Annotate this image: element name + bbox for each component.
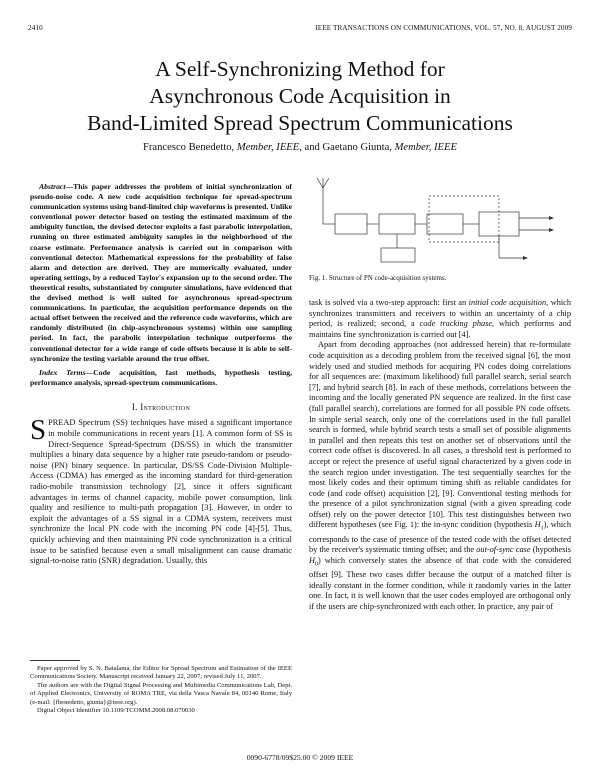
- right-p2-text-b: ), which corresponds to the case of presence of the tested code with the offset detected by the receiver's systematic timing offset; and the: [309, 520, 571, 555]
- abstract: [30, 182, 292, 364]
- acquisition-dashed-box: [429, 196, 499, 242]
- author-and: and: [304, 142, 320, 153]
- journal-header: IEEE TRANSACTIONS ON COMMUNICATIONS, VOL. 57, NO. 8, AUGUST 2009: [315, 24, 572, 32]
- footnotes: [30, 660, 292, 715]
- right-column: [309, 298, 571, 613]
- intro-text: Spectrum (SS) techniques have mised a significant importance in mobile communications in recent years [1]. A common form of SS is Direct-Sequence Spread-Spectrum (DS/SS) in which the transmitter multiplies a binary data sequence by a higher rate pseudo-random or pseudo-noise (PN) binary sequence. In particular, DS/SS Code-Division Multiple-Access (CDMA) has emerged as the incoming standard for third-generation radio-mobile transmission technology [2], since it offers significant advantages in terms of channel capacity, mobile power consumption, link quality and resilience to multi-path propagation [3]. However, in order to exploit the advantages of a SS signal in a CDMA system, receivers must synchronize the local PN code with the incoming PN code [4]-[5]. Thus, quickly achieving and then maintaining PN code synchronization is a critical issue to be satisfied because even a small misalignment can cause dramatic signal-to-noise ratio (SNR) degradation. Usually, this: [30, 418, 292, 566]
- correlator-block: [379, 214, 415, 234]
- index-terms: [30, 368, 292, 388]
- drop-cap: S: [30, 414, 47, 447]
- section-heading: [30, 402, 292, 413]
- right-paragraph-1: [309, 298, 571, 340]
- footnote-affiliation: The authors are with the Digital Signal Processing and Multimedia Communications Lab, Dept. of Applied Electronics, University of ROMA TRE, via della Vasca Navale 84, 00146 Rome, Italy (e-mail: {fbenedetto, giunta}@ieee.org).: [30, 681, 292, 706]
- footnote-rule: [30, 660, 80, 661]
- figure-1: [309, 176, 571, 271]
- hypothesis-h0: H: [309, 555, 315, 565]
- author-1-role: Member, IEEE,: [236, 142, 302, 153]
- figure-caption: Fig. 1. Structure of PN code-acquisition systems.: [309, 274, 447, 282]
- acquisition-block-diagram: [309, 176, 571, 271]
- footnote-editor: Paper approved by S. N. Batalama, the Editor for Spread Spectrum and Estimation of the IEEE Communications Society. Manuscript received January 22, 2007; revised July 11, 2007.: [30, 665, 292, 681]
- abstract-label: Abstract: [39, 182, 66, 191]
- author-2-role: Member, IEEE: [394, 142, 457, 153]
- page-number: 2410: [28, 24, 43, 32]
- paper-title: [0, 56, 600, 137]
- right-paragraph-2: [309, 340, 571, 612]
- title-line-2: Asynchronous Code Acquisition in: [149, 84, 451, 108]
- front-end-block: [335, 214, 367, 234]
- title-line-1: A Self-Synchronizing Method for: [155, 57, 445, 81]
- title-line-3: Band-Limited Spread Spectrum Communications: [87, 111, 513, 135]
- pn-generator-block: [381, 248, 415, 262]
- authors: [0, 142, 600, 153]
- right-p2-text-d: ) which conversely states the absence of that code with the considered offset [9]. These two cases differ because the output of a matched filter is ideally constant in the former condition, while it randomly varies in the latter one. In fact, it is well known that the user codes employed are orthogonal only if the users are chip-synchronized with each other. In practice, any pair of: [309, 555, 571, 611]
- abstract-text: —This paper addresses the problem of initial synchronization of pseudo-noise code. A new code acquisition technique for spread-spectrum communication systems using band-limited chip waveforms is presented. Unlike conventional power detector based on testing the estimated maximum of the ambiguity function, the devised detector exploits a fast parabolic interpolation, running on three estimated ambiguity samples in the neighborhood of the coarse estimate. Performance analysis is carried out in comparison with conventional detector. Mathematical expressions for the probability of false alarm and detection are derived. They are numerically evaluated, under operating settings, by a reduced Taylor's expansion up to the second order. The theoretical results, substantiated by computer simulations, have evidenced that the devised method is well suited for asynchronous spread-spectrum communications. In particular, the acquisition performance depends on the actual offset between the received and the reference code waveforms, which are randomly distributed (in chip-asynchronous systems) within one sampling period. In fact, the parabolic interpolation technique outperforms the conventional detector for a wide range of code offsets because it is able to self-synchronize the testing variable around the true offset.: [30, 182, 292, 363]
- detector-block: [427, 214, 463, 234]
- author-2: Gaetano Giunta,: [322, 142, 392, 153]
- right-p2-text-c: (hypothesis: [530, 545, 571, 555]
- copyright-line: 0090-6778/09$25.00 © 2009 IEEE: [246, 753, 354, 762]
- hypothesis-h0-sub: 0: [315, 561, 318, 568]
- code-tracking-phase-term: code tracking phase: [419, 319, 493, 329]
- index-terms-text: —Code acquisition, fast methods, hypothesis testing, performance analysis, spread-spectrum communications.: [30, 367, 292, 387]
- section-title: Introduction: [140, 401, 191, 412]
- left-column: [30, 182, 292, 567]
- hypothesis-h1: H: [534, 520, 541, 530]
- out-of-sync-term: out-of-sync case: [476, 545, 531, 555]
- running-header: [28, 24, 572, 36]
- intro-first-word: PREAD: [48, 418, 76, 428]
- hypothesis-h1-sub: 1: [540, 526, 544, 533]
- footnote-doi: Digital Object Identifier 10.1109/TCOMM.2008.08.070030: [37, 707, 195, 715]
- initial-code-acquisition-term: initial code acquisition: [468, 298, 547, 307]
- intro-paragraph: [30, 414, 292, 566]
- author-1: Francesco Benedetto,: [143, 142, 235, 153]
- index-terms-label: Index Terms: [39, 367, 86, 377]
- right-p1-text-a: task is solved via a two-step approach: first an: [309, 298, 469, 307]
- right-p1-text-c: , which performs and maintains fine synchronization is carried out [4].: [309, 319, 571, 339]
- right-p1-text-b: , which synchronizes transmitters and receivers to within an uncertainty of a chip period, is realized; second, a: [309, 298, 571, 329]
- section-number: I.: [131, 401, 138, 412]
- right-p2-text-a: Apart from decoding approaches (not addressed herein) that re-formulate code acquisition as a decoding problem from the received signal [6], the most widely used and studied methods for acquiring PN codes doing correlations for all sequences are: (maximum likelihood) full parallel search, serial search [7], and hybrid search [8]. In each of these methods, correlations between the incoming and the locally generated PN sequence are realized. In the first case (full parallel search), correlations are formed for all possible PN code offsets. In simple serial search, only one of the correlations used in the full parallel search is formed, while hybrid search tests a small set of possible alignments in parallel and then repeats this test on another set of observations until the correct code offset is discovered. In all cases, a threshold test is performed to accept or reject the presence of useful signal characterized by a given code in the search region under investigation. The test sequentially searches for the most likely codes and their optimum timing shift as reliable candidates for code (and code offset) acquisition [2], [9]. Conventional testing methods for the presence of a pilot synchronization signal (with a given spreading code offset) rely on the power detector [10]. This test distinguishes between two different hypotheses (see Fig. 1): the in-sync condition (hypothesis: [309, 340, 571, 530]
